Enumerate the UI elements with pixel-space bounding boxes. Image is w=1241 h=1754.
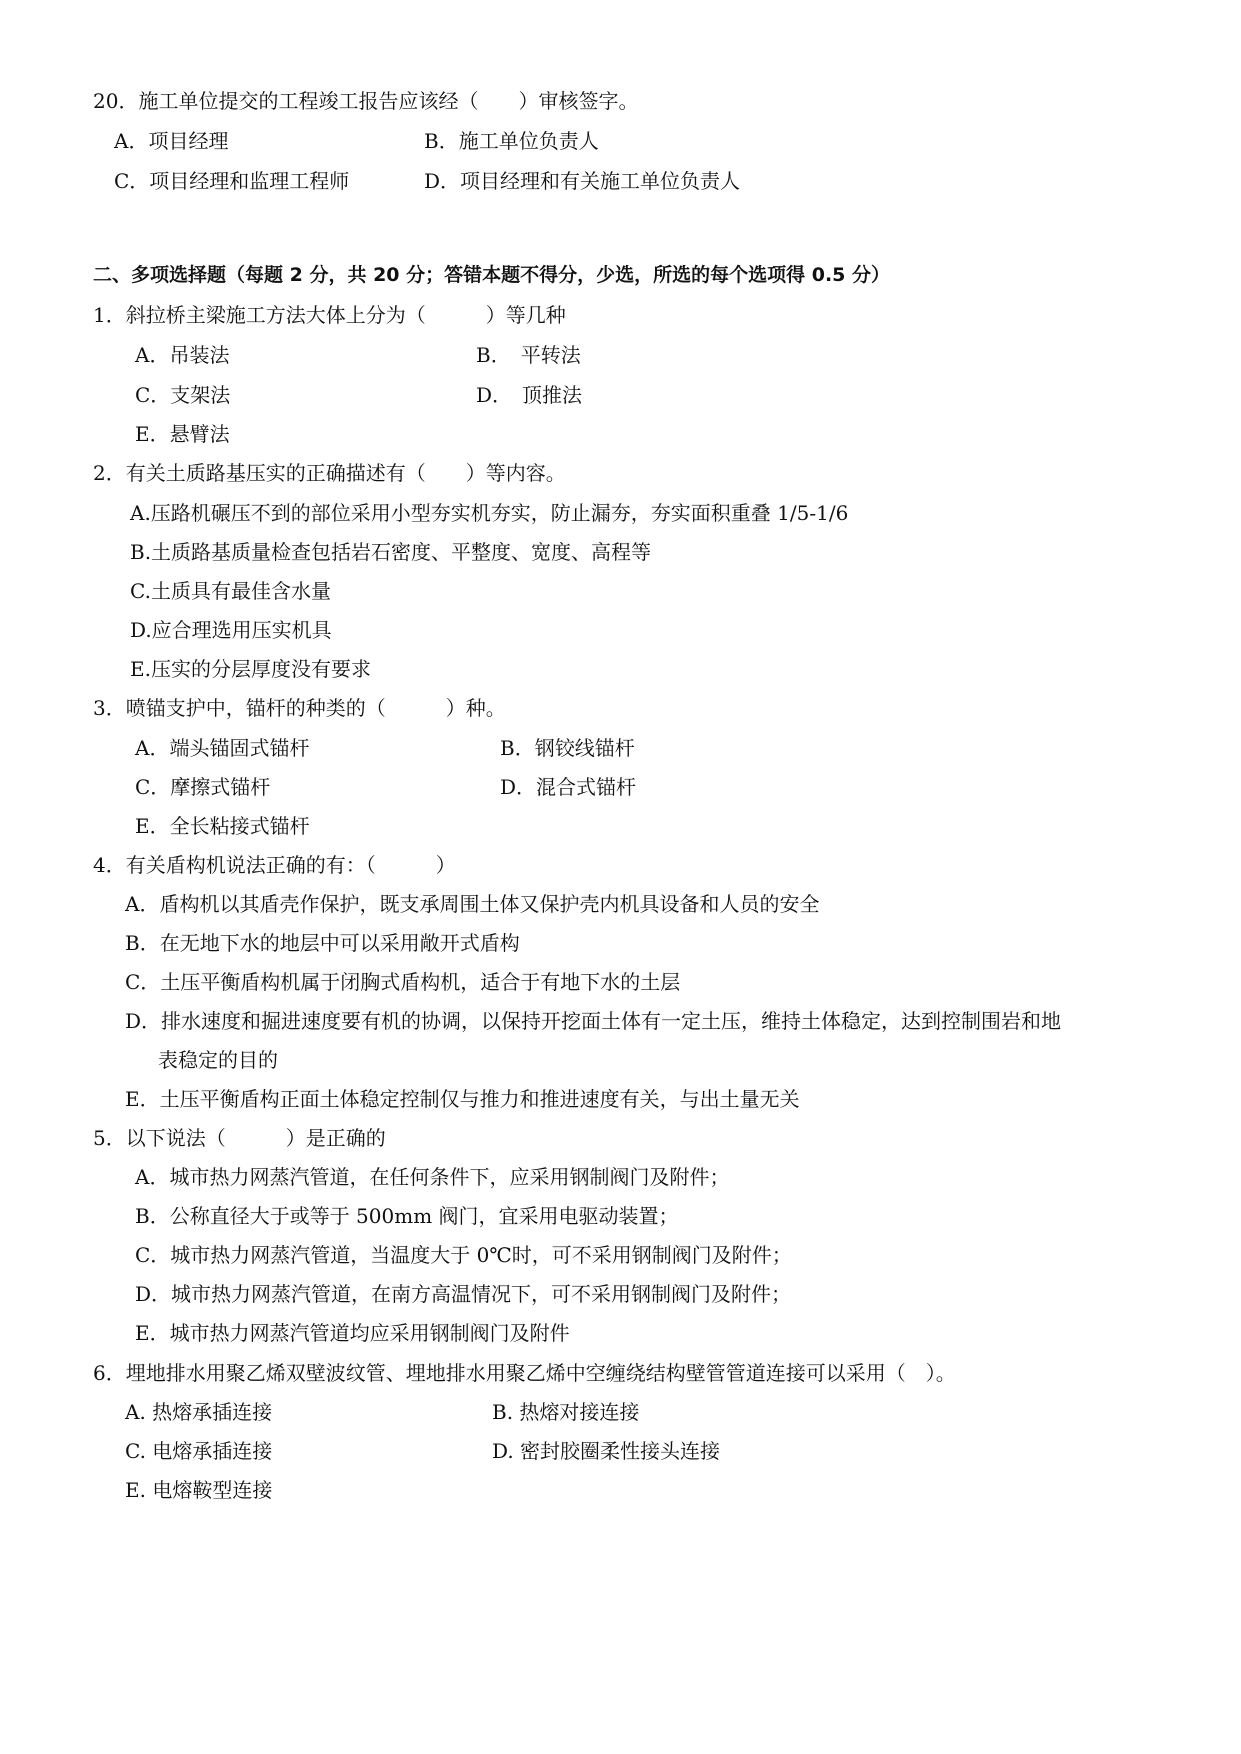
mc-5-option-b: B．公称直径大于或等于 500mm 阀门，宜采用电驱动装置； [135, 1204, 679, 1228]
mc-1-stem: 1．斜拉桥主梁施工方法大体上分为（ ）等几种 [93, 303, 566, 327]
mc-4-option-d: D．排水速度和掘进速度要有机的协调，以保持开挖面土体有一定土压，维持土体稳定，达到控制围岩和地 [125, 1009, 1062, 1033]
question-20-option-d: D．项目经理和有关施工单位负责人 [424, 169, 741, 193]
mc-4-option-b: B．在无地下水的地层中可以采用敞开式盾构 [125, 931, 520, 955]
mc-4-option-d-continued: 表稳定的目的 [158, 1048, 278, 1072]
mc-3-option-a: A．端头锚固式锚杆 [135, 736, 310, 760]
mc-2-option-a: A.压路机碾压不到的部位采用小型夯实机夯实，防止漏夯，夯实面积重叠 1/5-1/6 [130, 501, 849, 525]
mc-3-option-c: C．摩擦式锚杆 [135, 775, 271, 799]
mc-3-stem: 3．喷锚支护中，锚杆的种类的（ ）种。 [93, 696, 506, 720]
mc-4-option-a: A．盾构机以其盾壳作保护，既支承周围土体又保护壳内机具设备和人员的安全 [125, 892, 820, 916]
mc-5-option-d: D．城市热力网蒸汽管道，在南方高温情况下，可不采用钢制阀门及附件； [135, 1282, 792, 1306]
mc-5-option-a: A．城市热力网蒸汽管道，在任何条件下，应采用钢制阀门及附件； [135, 1165, 730, 1189]
mc-6-stem: 6．埋地排水用聚乙烯双壁波纹管、埋地排水用聚乙烯中空缠绕结构壁管管道连接可以采用（ ）。 [93, 1361, 956, 1385]
mc-6-option-e: E. 电熔鞍型连接 [125, 1478, 273, 1502]
question-20-option-c: C．项目经理和监理工程师 [114, 169, 350, 193]
question-20-option-a: A．项目经理 [114, 129, 229, 153]
mc-1-option-a: A．吊装法 [135, 343, 230, 367]
mc-2-option-b: B.土质路基质量检查包括岩石密度、平整度、宽度、高程等 [130, 540, 652, 564]
mc-3-option-e: E．全长粘接式锚杆 [135, 814, 310, 838]
question-20-stem: 20．施工单位提交的工程竣工报告应该经（ ）审核签字。 [93, 89, 639, 113]
mc-1-option-d: D． 顶推法 [476, 383, 583, 407]
section-2-heading: 二、多项选择题（每题 2 分，共 20 分；答错本题不得分，少选，所选的每个选项得 0.5 分） [93, 264, 891, 286]
mc-4-option-c: C．土压平衡盾构机属于闭胸式盾构机，适合于有地下水的土层 [125, 970, 681, 994]
mc-5-stem: 5．以下说法（ ）是正确的 [93, 1126, 386, 1150]
mc-3-option-b: B．钢铰线锚杆 [500, 736, 635, 760]
mc-4-option-e: E．土压平衡盾构正面土体稳定控制仅与推力和推进速度有关，与出土量无关 [125, 1087, 800, 1111]
mc-6-option-b: B. 热熔对接连接 [492, 1400, 640, 1424]
mc-3-option-d: D．混合式锚杆 [500, 775, 637, 799]
mc-1-option-c: C．支架法 [135, 383, 231, 407]
mc-4-stem: 4．有关盾构机说法正确的有：（ ） [93, 853, 456, 877]
mc-2-option-c: C.土质具有最佳含水量 [130, 579, 331, 603]
mc-2-stem: 2．有关土质路基压实的正确描述有（ ）等内容。 [93, 461, 566, 485]
mc-6-option-c: C. 电熔承插连接 [125, 1439, 273, 1463]
mc-1-option-b: B． 平转法 [476, 343, 581, 367]
mc-6-option-a: A. 热熔承插连接 [125, 1400, 273, 1424]
mc-1-option-e: E．悬臂法 [135, 422, 230, 446]
mc-5-option-c: C．城市热力网蒸汽管道，当温度大于 0℃时，可不采用钢制阀门及附件； [135, 1243, 792, 1267]
mc-2-option-e: E.压实的分层厚度没有要求 [130, 657, 371, 681]
mc-5-option-e: E．城市热力网蒸汽管道均应采用钢制阀门及附件 [135, 1321, 570, 1345]
mc-2-option-d: D.应合理选用压实机具 [130, 618, 332, 642]
question-20-option-b: B．施工单位负责人 [424, 129, 599, 153]
mc-6-option-d: D. 密封胶圈柔性接头连接 [492, 1439, 721, 1463]
